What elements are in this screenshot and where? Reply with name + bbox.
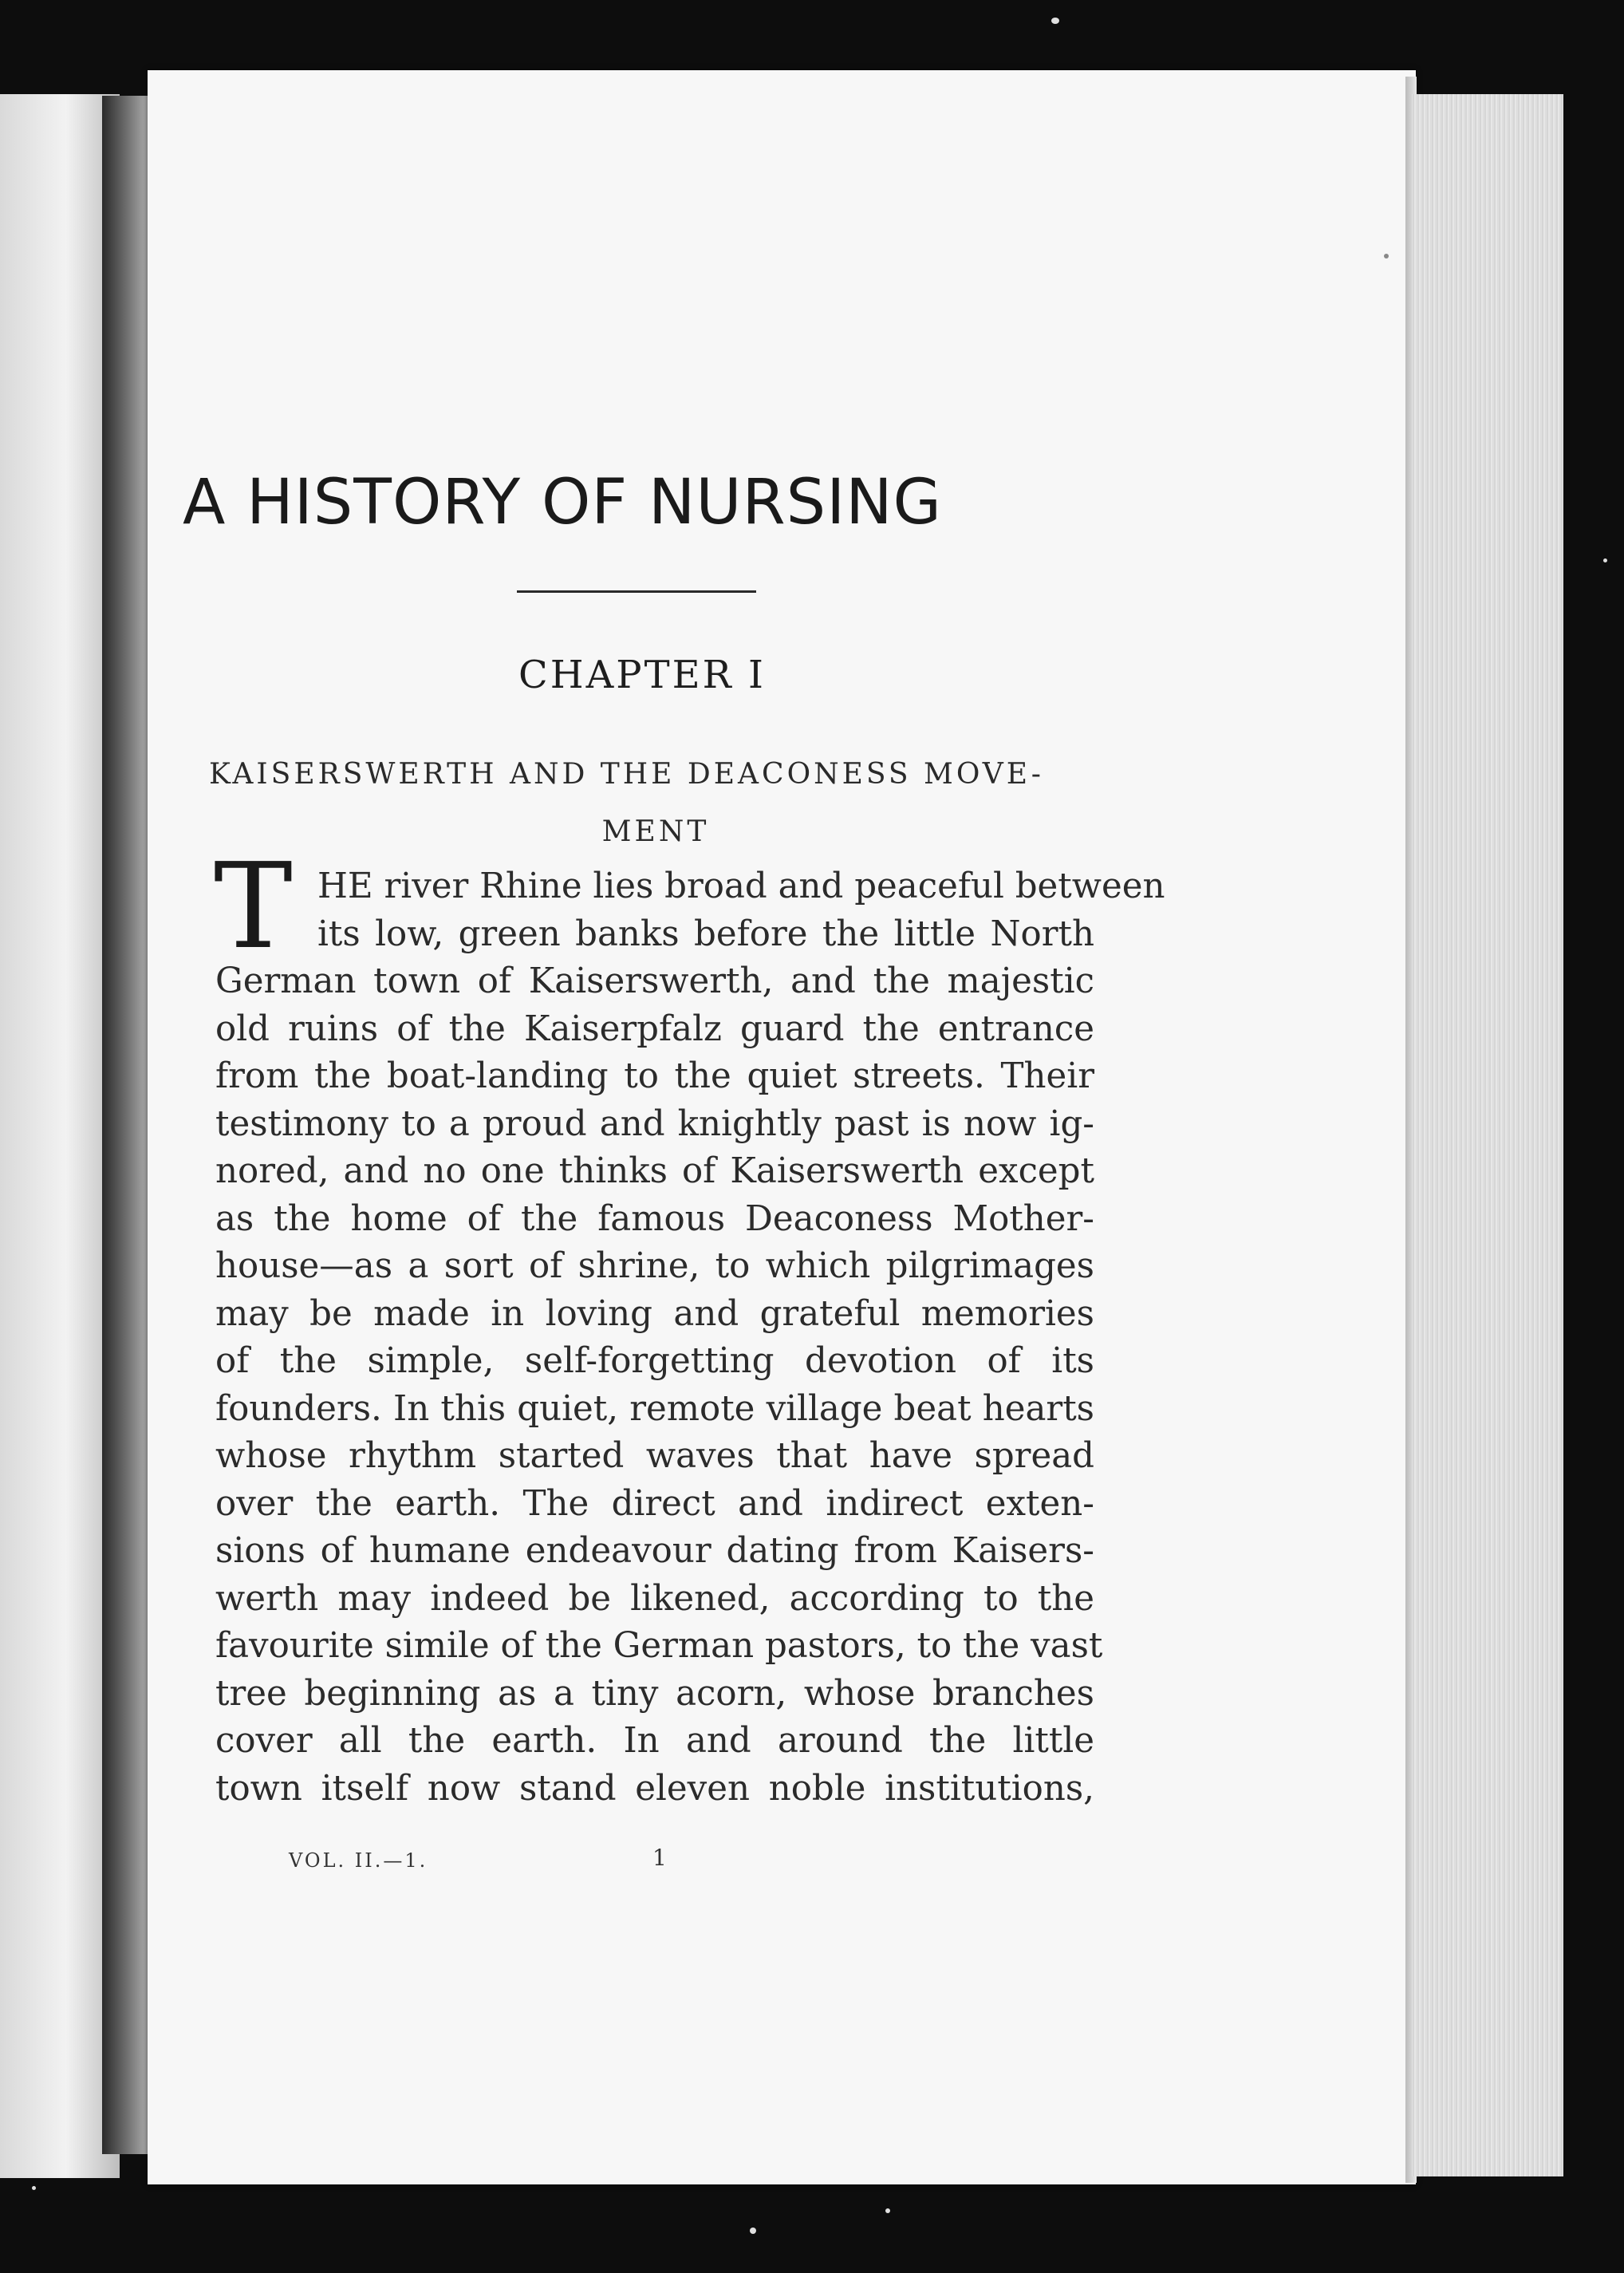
page-number: 1 — [652, 1845, 667, 1871]
dust-speck — [1051, 18, 1059, 24]
text-line: from the boat-landing to the quiet streets. Their — [215, 1056, 1094, 1096]
text-line: of the simple, self-forgetting devotion of its — [215, 1341, 1094, 1381]
text-line: testimony to a proud and knightly past is now ig- — [215, 1103, 1094, 1144]
text-line: over the earth. The direct and indirect exten- — [215, 1483, 1094, 1524]
dust-speck — [1384, 254, 1389, 258]
chapter-heading: CHAPTER I — [518, 653, 766, 697]
text-line: favourite simile of the German pastors, to the vast — [215, 1626, 1103, 1666]
dust-speck — [885, 2208, 890, 2213]
dust-speck — [32, 2186, 36, 2190]
book-title: A HISTORY OF NURSING — [182, 467, 942, 539]
title-rule — [517, 590, 756, 593]
text-line: German town of Kaiserswerth, and the majestic — [215, 961, 1094, 1001]
chapter-title — [209, 746, 1102, 861]
signature-mark: VOL. II.—1. — [289, 1849, 428, 1872]
text-line: old ruins of the Kaiserpfalz guard the entrance — [215, 1008, 1094, 1049]
dust-speck — [750, 2228, 756, 2234]
text-line: house—as a sort of shrine, to which pilgrimages — [215, 1246, 1094, 1286]
text-line: as the home of the famous Deaconess Mother- — [215, 1198, 1094, 1239]
text-line: nored, and no one thinks of Kaiserswerth except — [215, 1151, 1094, 1191]
dust-speck — [1603, 558, 1607, 562]
text-line: cover all the earth. In and around the little — [215, 1721, 1094, 1761]
text-line: may be made in loving and grateful memories — [215, 1293, 1094, 1334]
text-line: its low, green banks before the little North — [317, 914, 1094, 954]
text-line: werth may indeed be likened, according to the — [215, 1578, 1094, 1619]
text-line: tree beginning as a tiny acorn, whose branches — [215, 1673, 1094, 1714]
chapter-title-line: KAISERSWERTH AND THE DEACONESS MOVE- — [209, 758, 1044, 791]
drop-cap: T — [214, 838, 293, 975]
text-line: HE river Rhine lies broad and peaceful between — [317, 866, 1165, 906]
chapter-title-line: MENT — [601, 815, 710, 848]
page-stack-edges — [1412, 94, 1563, 2176]
text-line: sions of humane endeavour dating from Kaisers- — [215, 1531, 1094, 1571]
text-line: founders. In this quiet, remote village beat hearts — [215, 1388, 1094, 1429]
body-text — [215, 863, 1165, 1813]
text-line: town itself now stand eleven noble institutions, — [215, 1768, 1094, 1809]
text-line: whose rhythm started waves that have spread — [215, 1436, 1094, 1476]
